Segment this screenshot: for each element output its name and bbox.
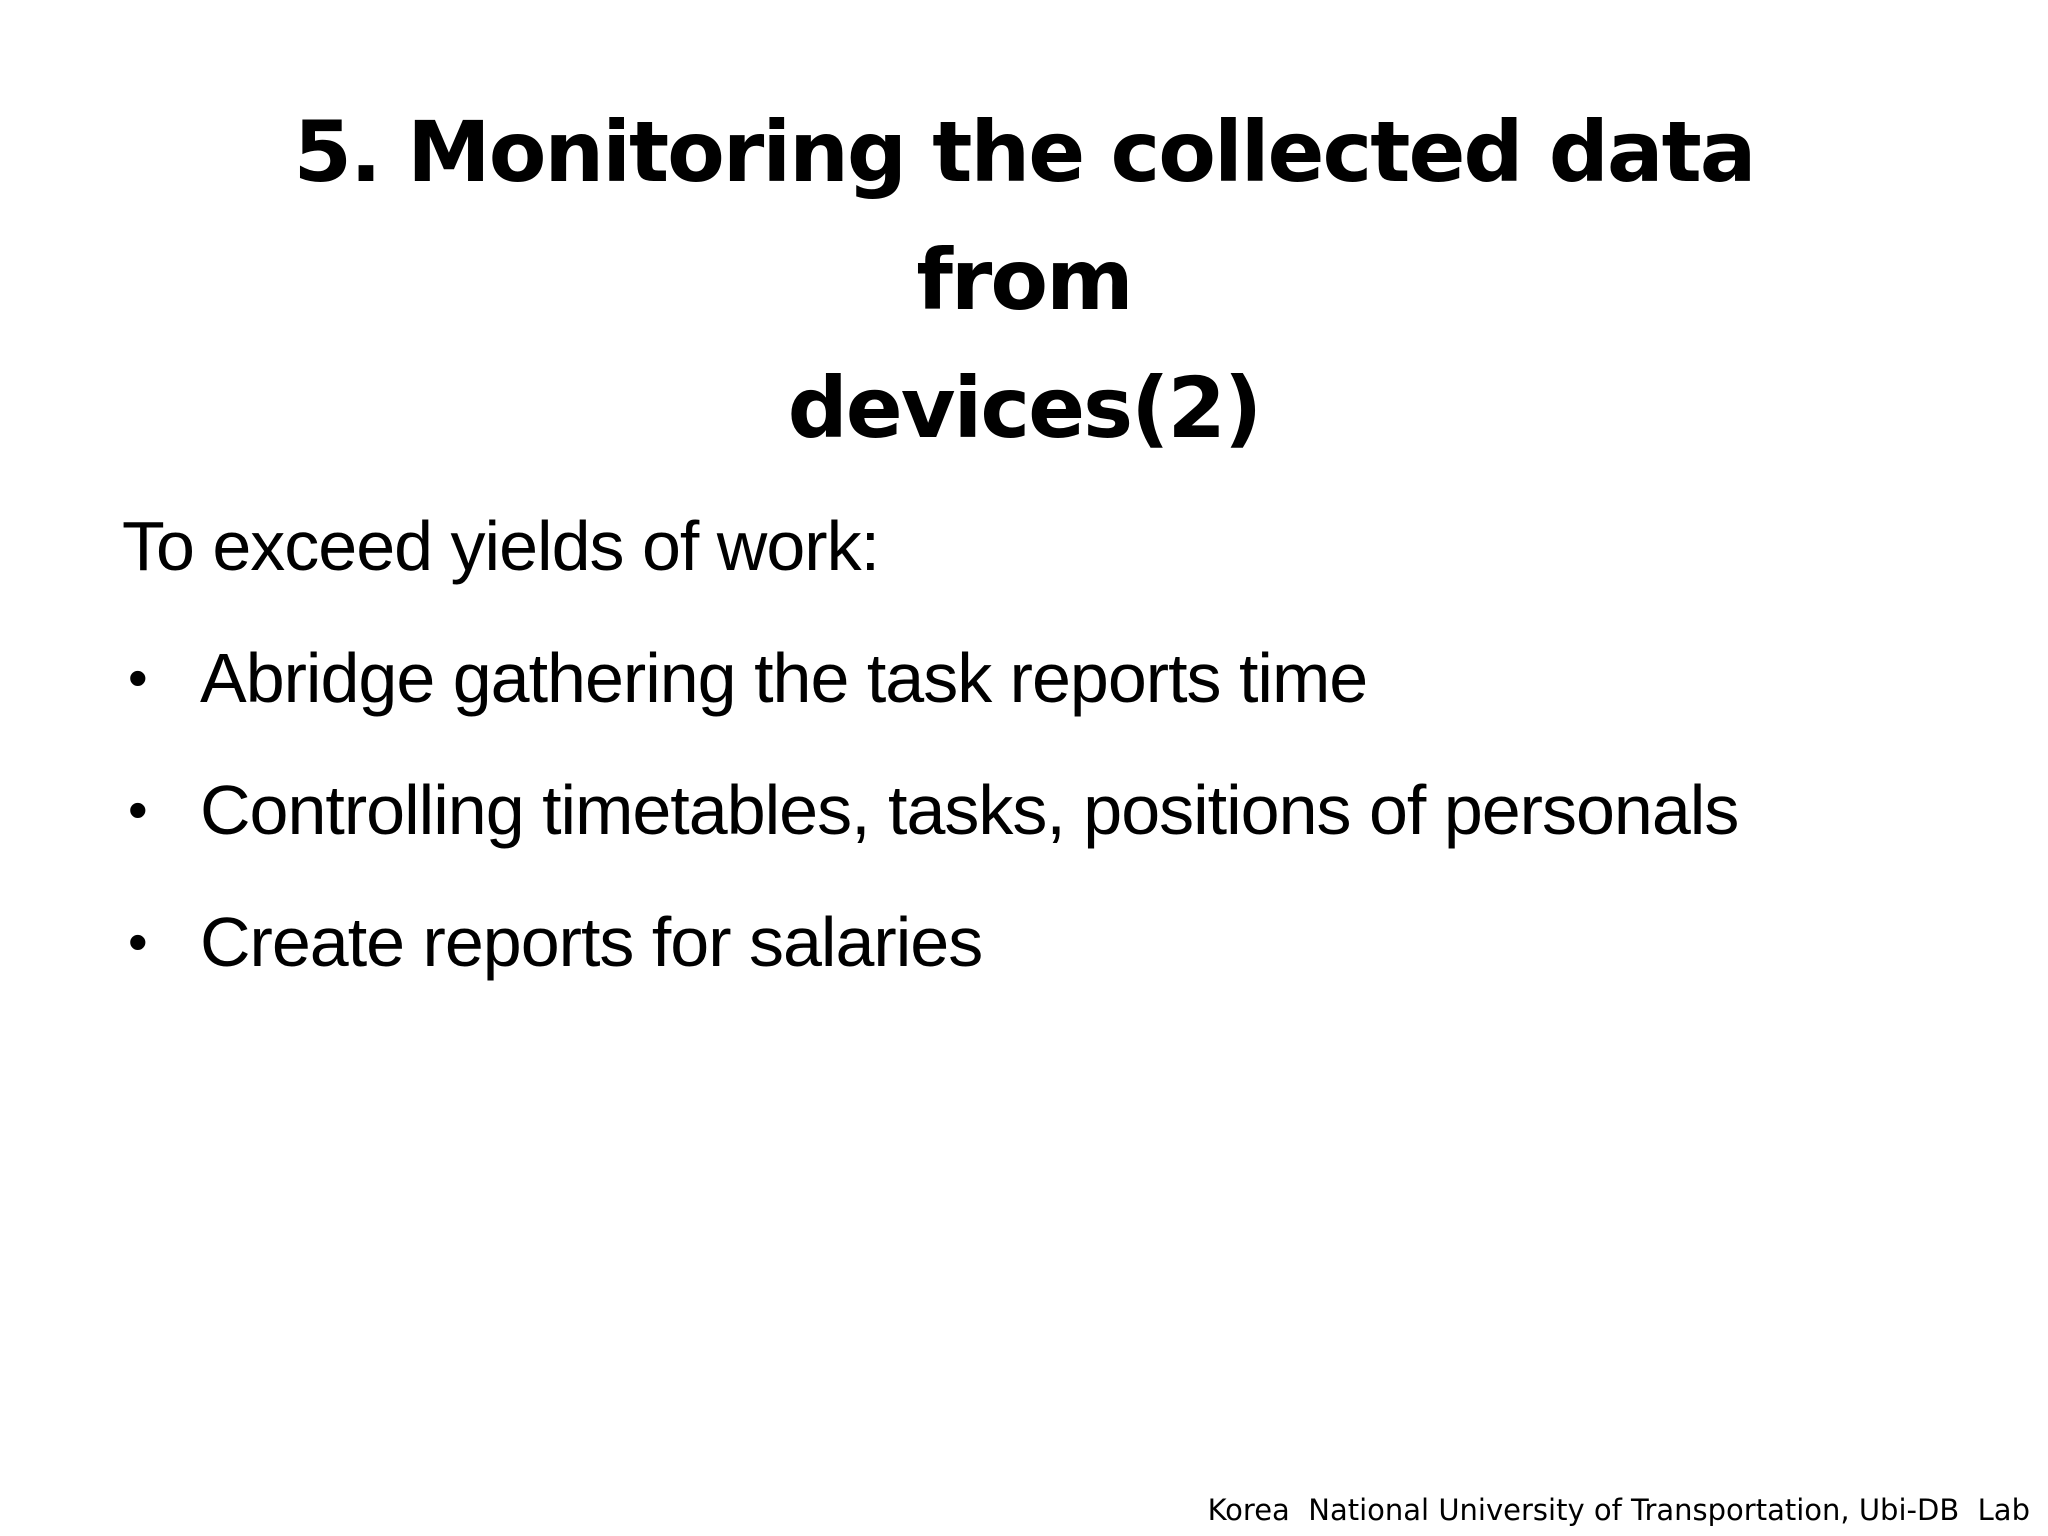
bullet-text: Controlling timetables, tasks, positions of personals — [200, 771, 1739, 849]
bullet-text: Abridge gathering the task reports time — [200, 639, 1368, 717]
bullet-item-abridge — [122, 612, 1982, 744]
bullet-item-reports — [122, 876, 1982, 1008]
bullet-item-controlling — [122, 744, 1982, 876]
bullet-list — [122, 612, 1982, 1008]
slide-title-line-2: devices(2) — [787, 359, 1261, 457]
footer-credit: Korea National University of Transportation, Ubi-DB Lab — [1207, 1493, 2030, 1527]
slide-title — [240, 88, 1808, 472]
bullet-icon: • — [128, 646, 147, 709]
bullet-icon: • — [128, 910, 147, 973]
intro-text: To exceed yields of work: — [122, 507, 880, 585]
bullet-text: Create reports for salaries — [200, 903, 983, 981]
bullet-icon: • — [128, 778, 147, 841]
slide-body — [122, 480, 1982, 1008]
slide-title-line-1: 5. Monitoring the collected data from — [293, 103, 1755, 329]
